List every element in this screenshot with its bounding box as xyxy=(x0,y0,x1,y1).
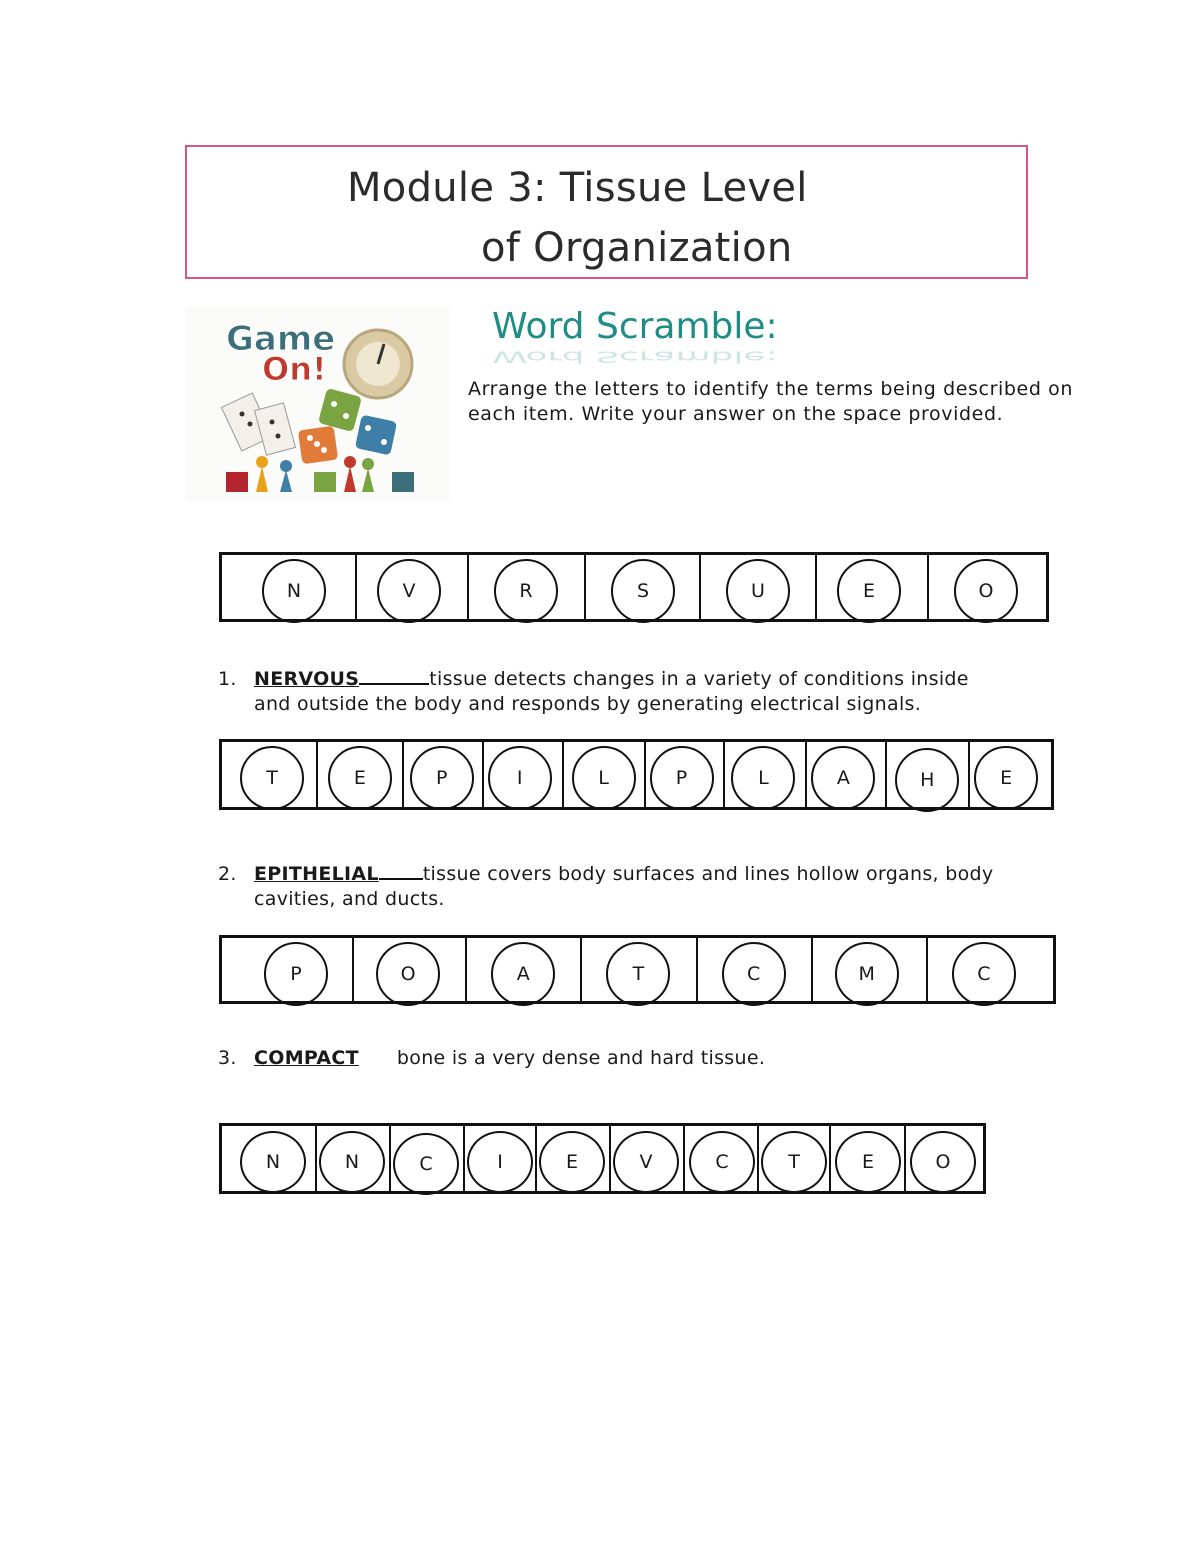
instructions: Arrange the letters to identify the terms being described on each item. Write your answer on the space provided. xyxy=(468,378,1073,425)
question-number: 2. xyxy=(218,863,237,885)
scramble-strip-nervous xyxy=(219,552,1049,622)
letter-circle: O xyxy=(954,559,1018,623)
letter-circle: L xyxy=(572,746,636,810)
letter-cell xyxy=(537,1126,611,1191)
letter-circle: P xyxy=(650,746,714,810)
letter-circle: T xyxy=(761,1131,827,1193)
letter-cell xyxy=(807,742,887,807)
question-text: bone is a very dense and hard tissue. xyxy=(396,1047,766,1069)
letter-cell xyxy=(611,1126,685,1191)
letter-cell xyxy=(813,938,928,1001)
question-1 xyxy=(218,665,969,717)
letter-circle: O xyxy=(910,1131,976,1193)
letter-cell xyxy=(646,742,726,807)
question-text: tissue detects changes in a variety of conditions inside xyxy=(429,668,969,690)
letter-cell xyxy=(685,1126,759,1191)
question-3 xyxy=(218,1046,765,1071)
letter-cell xyxy=(759,1126,831,1191)
letter-circle: E xyxy=(974,746,1038,810)
letter-circle: E xyxy=(539,1131,605,1193)
letter-circle: S xyxy=(611,559,675,623)
letter-circle: O xyxy=(376,942,440,1006)
letter-cell xyxy=(391,1126,465,1191)
letter-circle: C xyxy=(689,1131,755,1193)
letter-circle: E xyxy=(837,559,901,623)
letter-circle: U xyxy=(726,559,790,623)
page-title-line-1: Module 3: Tissue Level xyxy=(347,165,808,211)
answer-word: COMPACT xyxy=(254,1047,359,1069)
letter-circle: P xyxy=(264,942,328,1006)
letter-circle: N xyxy=(319,1131,385,1193)
answer-blank xyxy=(379,860,423,880)
letter-cell xyxy=(222,555,357,619)
on-label: On! xyxy=(262,350,327,388)
letter-cell xyxy=(222,938,354,1001)
letter-cell xyxy=(817,555,929,619)
letter-cell xyxy=(929,555,1046,619)
scramble-strip-compact xyxy=(219,935,1056,1004)
letter-circle: I xyxy=(488,746,552,810)
question-2 xyxy=(218,860,993,912)
letter-circle: M xyxy=(835,942,899,1006)
letter-circle: T xyxy=(240,746,304,810)
answer-blank xyxy=(359,665,429,685)
letter-cell xyxy=(582,938,697,1001)
letter-cell xyxy=(887,742,970,807)
answer-word: NERVOUS xyxy=(254,668,360,690)
letter-cell xyxy=(831,1126,906,1191)
letter-cell xyxy=(222,742,318,807)
question-number: 1. xyxy=(218,668,237,690)
letter-circle: A xyxy=(811,746,875,810)
letter-circle: N xyxy=(262,559,326,623)
letter-cell xyxy=(701,555,817,619)
letter-cell xyxy=(564,742,646,807)
spinner-icon xyxy=(344,330,412,398)
letter-circle: L xyxy=(731,746,795,810)
letter-cell xyxy=(318,742,404,807)
letter-circle: A xyxy=(491,942,555,1006)
game-label: Game xyxy=(226,319,336,359)
letter-cell xyxy=(357,555,469,619)
scramble-strip-epithelial xyxy=(219,739,1054,810)
letter-cell xyxy=(404,742,484,807)
letter-cell xyxy=(725,742,807,807)
letter-circle: V xyxy=(613,1131,679,1193)
question-text: tissue covers body surfaces and lines hollow organs, body xyxy=(422,863,994,885)
letter-circle: P xyxy=(410,746,474,810)
letter-cell xyxy=(586,555,701,619)
word-scramble-title-reflection: Word Scramble: xyxy=(492,347,778,366)
letter-cell xyxy=(970,742,1051,807)
word-scramble-title: Word Scramble: xyxy=(492,306,778,347)
letter-cell xyxy=(467,938,582,1001)
question-number: 3. xyxy=(218,1047,237,1069)
letter-cell xyxy=(698,938,813,1001)
letter-circle: N xyxy=(240,1131,306,1193)
letter-circle: T xyxy=(606,942,670,1006)
letter-cell xyxy=(906,1126,983,1191)
question-text-continued: cavities, and ducts. xyxy=(254,888,445,910)
page-title-line-2: of Organization xyxy=(481,225,793,271)
letter-cell xyxy=(222,1126,317,1191)
letter-cell xyxy=(354,938,467,1001)
letter-circle: E xyxy=(835,1131,901,1193)
letter-circle: C xyxy=(722,942,786,1006)
game-on-illustration xyxy=(186,306,450,502)
letter-circle: C xyxy=(393,1133,459,1195)
letter-cell xyxy=(465,1126,537,1191)
letter-circle: I xyxy=(467,1131,533,1193)
letter-circle: E xyxy=(328,746,392,810)
letter-cell xyxy=(469,555,586,619)
letter-circle: R xyxy=(494,559,558,623)
title-box xyxy=(185,145,1028,279)
letter-cell xyxy=(317,1126,391,1191)
question-text-continued: and outside the body and responds by generating electrical signals. xyxy=(254,693,922,715)
letter-cell xyxy=(928,938,1053,1001)
letter-circle: C xyxy=(952,942,1016,1006)
letter-circle: H xyxy=(895,748,959,812)
answer-word: EPITHELIAL xyxy=(254,863,379,885)
letter-cell xyxy=(484,742,564,807)
scramble-strip-connective xyxy=(219,1123,986,1194)
letter-circle: V xyxy=(377,559,441,623)
